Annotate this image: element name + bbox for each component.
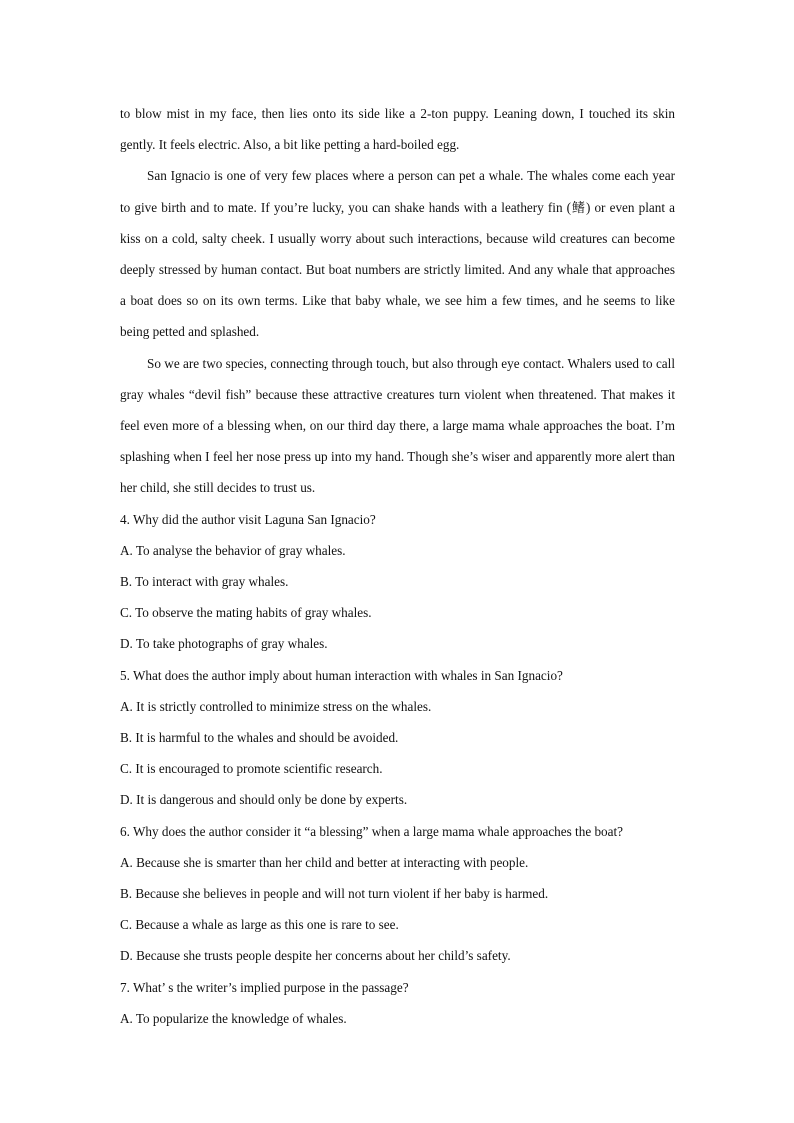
question-5	[120, 660, 675, 816]
question-4	[120, 504, 675, 660]
answer-option: B. It is harmful to the whales and should be avoided.	[120, 730, 399, 746]
answer-option: C. To observe the mating habits of gray whales.	[120, 605, 372, 621]
answer-option: C. Because a whale as large as this one is rare to see.	[120, 917, 399, 933]
question-stem: 6. Why does the author consider it “a blessing” when a large mama whale approaches the boat?	[120, 823, 624, 839]
answer-option: A. Because she is smarter than her child and better at interacting with people.	[120, 854, 529, 870]
answer-option: D. Because she trusts people despite her concerns about her child’s safety.	[120, 948, 511, 964]
question-stem: 5. What does the author imply about human interaction with whales in San Ignacio?	[120, 667, 563, 683]
question-stem: 7. What’ s the writer’s implied purpose in the passage?	[120, 979, 409, 995]
question-stem: 4. Why did the author visit Laguna San Ignacio?	[120, 511, 376, 527]
answer-option: B. Because she believes in people and will not turn violent if her baby is harmed.	[120, 886, 549, 902]
answer-option: A. It is strictly controlled to minimize stress on the whales.	[120, 698, 432, 714]
answer-option: D. To take photographs of gray whales.	[120, 636, 328, 652]
document-content	[120, 98, 675, 1034]
answer-option: C. It is encouraged to promote scientific research.	[120, 761, 383, 777]
answer-option: D. It is dangerous and should only be done by experts.	[120, 792, 408, 808]
passage-paragraph: to blow mist in my face, then lies onto its side like a 2-ton puppy. Leaning down, I touched its skin gently. It feels electric. Also, a bit like petting a hard-boiled egg.	[120, 106, 675, 153]
answer-option: B. To interact with gray whales.	[120, 574, 289, 590]
answer-option: A. To analyse the behavior of gray whales.	[120, 542, 346, 558]
question-6	[120, 816, 675, 972]
question-7	[120, 972, 675, 1034]
passage-paragraph: So we are two species, connecting through touch, but also through eye contact. Whalers used to call gray whales “devil fish” because these attractive creatures turn violent when threatened. That makes it feel even more of a blessing when, on our third day there, a large mama whale approaches the boat. I’m splashing when I feel her nose press up into my hand. Though she’s wiser and apparently more alert than her child, she still decides to trust us.	[120, 355, 675, 496]
passage-paragraph: San Ignacio is one of very few places where a person can pet a whale. The whales come each year to give birth and to mate. If you’re lucky, you can shake hands with a leathery fin (鳍) or even plant a kiss on a cold, salty cheek. I usually worry about such interactions, because wild creatures can become deeply stressed by human contact. But boat numbers are strictly limited. And any whale that approaches a boat does so on its own terms. Like that baby whale, we see him a few times, and he seems to like being petted and splashed.	[120, 168, 675, 340]
answer-option: A. To popularize the knowledge of whales.	[120, 1010, 347, 1026]
